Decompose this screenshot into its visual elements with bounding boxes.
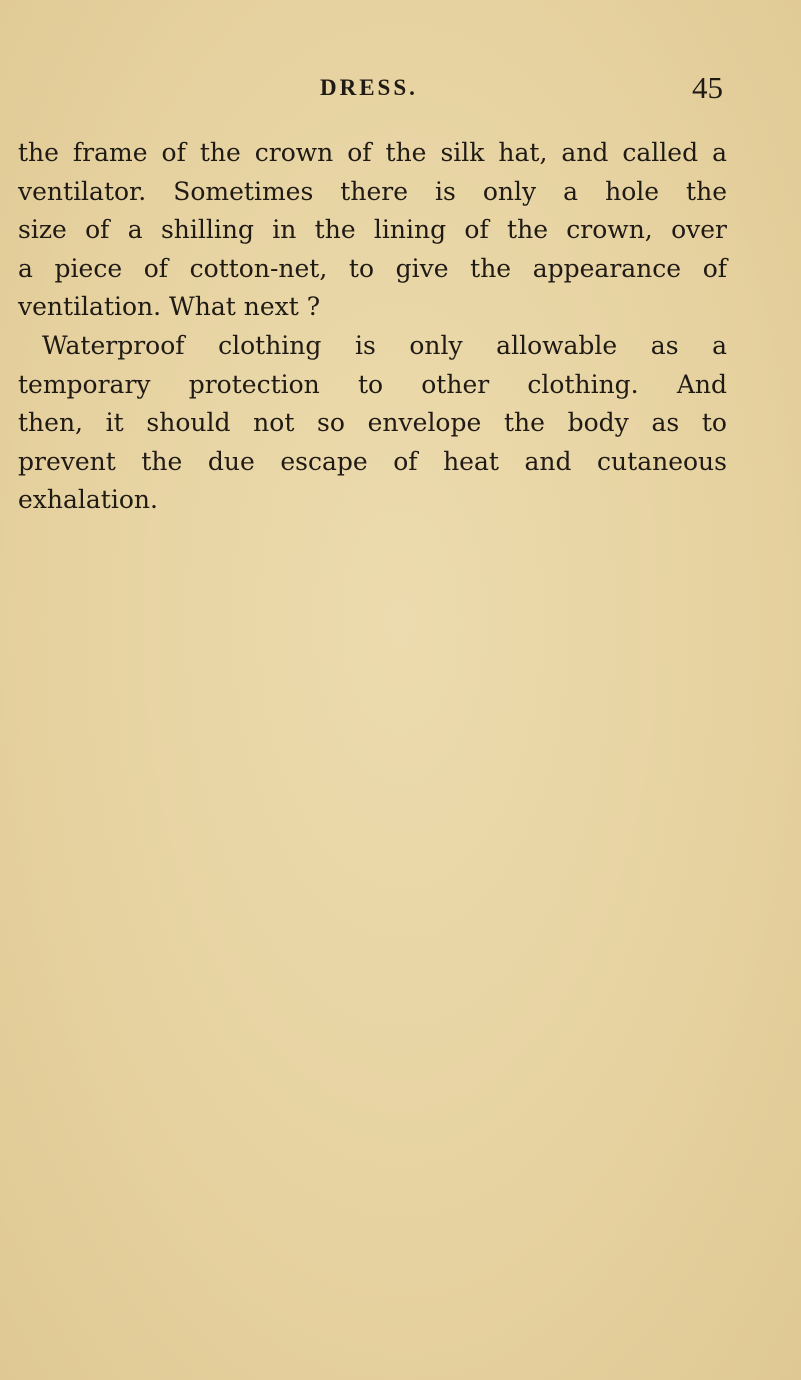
page-number: 45: [692, 70, 723, 105]
text-line: prevent the due escape of heat and cutaneous: [18, 446, 727, 476]
body-text: [18, 134, 727, 520]
text-line: temporary protection to other clothing. And: [18, 369, 727, 399]
text-line: size of a shilling in the lining of the crown, over: [18, 215, 727, 245]
running-header: [18, 68, 723, 108]
text-line: exhalation.: [18, 485, 158, 515]
text-line: then, it should not so envelope the body as to: [18, 408, 727, 438]
text-line: ventilation. What next ?: [18, 292, 321, 322]
text-line: a piece of cotton-net, to give the appearance of: [18, 253, 727, 283]
running-title: DRESS.: [320, 75, 418, 100]
text-line: ventilator. Sometimes there is only a hole the: [18, 176, 727, 206]
text-line: the frame of the crown of the silk hat, and called a: [18, 138, 727, 167]
text-line: Waterproof clothing is only allowable as a: [42, 330, 727, 360]
